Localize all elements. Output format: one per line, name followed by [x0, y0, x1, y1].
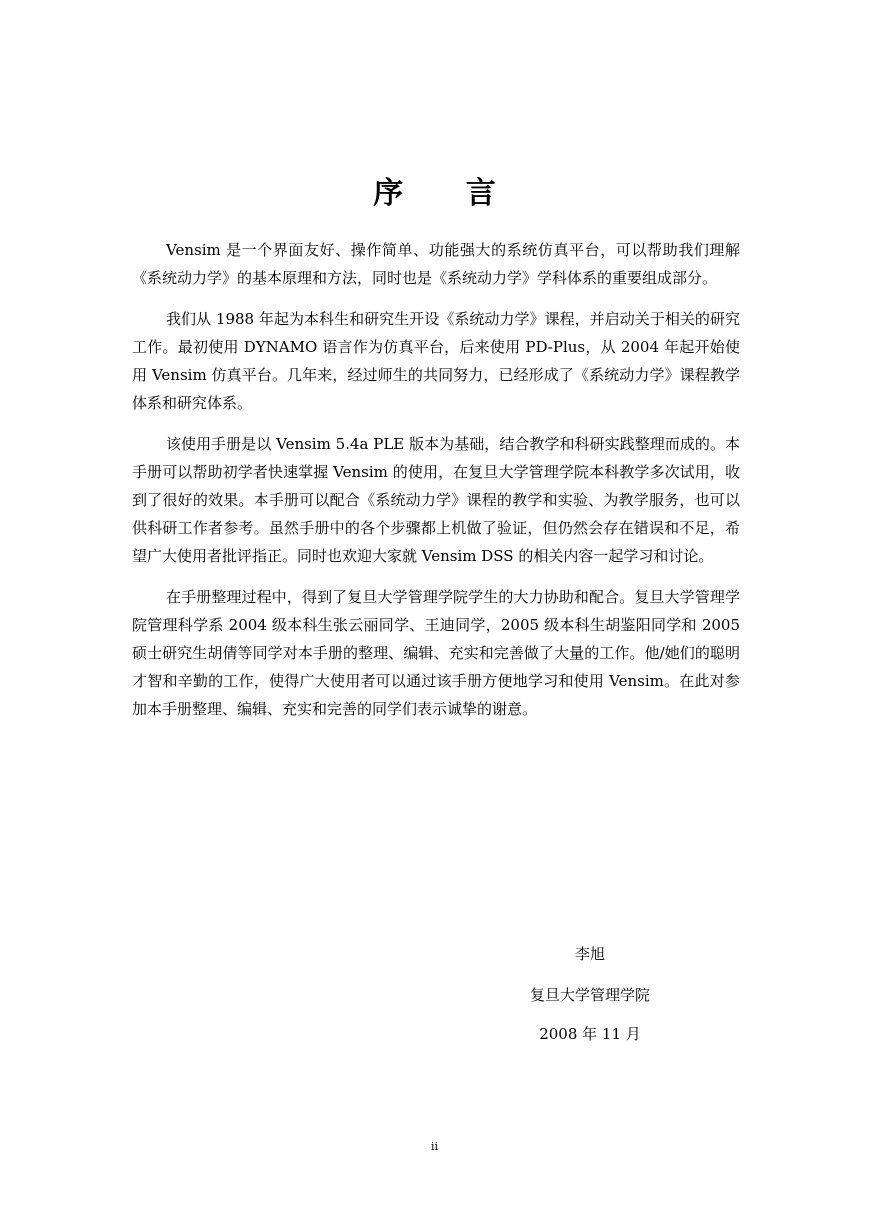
signature-name: 李旭: [574, 945, 605, 963]
paragraph-1: Vensim 是一个界面友好、操作简单、功能强大的系统仿真平台，可以帮助我们理解《系统动力学》的基本原理和方法，同时也是《系统动力学》学科体系的重要组成部分。: [132, 241, 740, 287]
paragraph-4: 在手册整理过程中，得到了复旦大学管理学院学生的大力协助和配合。复旦大学管理学院管理科学系 2004 级本科生张云丽同学、王迪同学，2005 级本科生胡鉴阳同学和 2005 硕士研究生胡倩等同学对本手册的整理、编辑、充实和完善做了大量的工作。他/她们的聪明才智和辛勤的工作，使得广大使用者可以通过该手册方便地学习和使用 Vensim。在此对参加本手册整理、编辑、充实和完善的同学们表示诚挚的谢意。: [132, 588, 740, 718]
paragraph-3: 该使用手册是以 Vensim 5.4a PLE 版本为基础，结合教学和科研实践整理而成的。本手册可以帮助初学者快速掌握 Vensim 的使用，在复旦大学管理学院本科教学多次试用，收到了很好的效果。本手册可以配合《系统动力学》课程的教学和实验、为教学服务，也可以供科研工作者参考。虽然手册中的各个步骤都上机做了验证，但仍然会存在错误和不足，希望广大使用者批评指正。同时也欢迎大家就 Vensim DSS 的相关内容一起学习和讨论。: [132, 435, 740, 565]
paragraph-2: 我们从 1988 年起为本科生和研究生开设《系统动力学》课程，并启动关于相关的研究工作。最初使用 DYNAMO 语言作为仿真平台，后来使用 PD-Plus，从 2004 年起开始使用 Vensim 仿真平台。几年来，经过师生的共同努力，已经形成了《系统动力学》课程教学体系和研究体系。: [132, 310, 740, 412]
preface-body: [132, 236, 740, 736]
signature-date: 2008 年 11 月: [539, 1025, 641, 1043]
page-number: ii: [430, 1140, 439, 1153]
signature-organization: 复旦大学管理学院: [529, 986, 650, 1004]
page-title: 序 言: [373, 176, 522, 212]
